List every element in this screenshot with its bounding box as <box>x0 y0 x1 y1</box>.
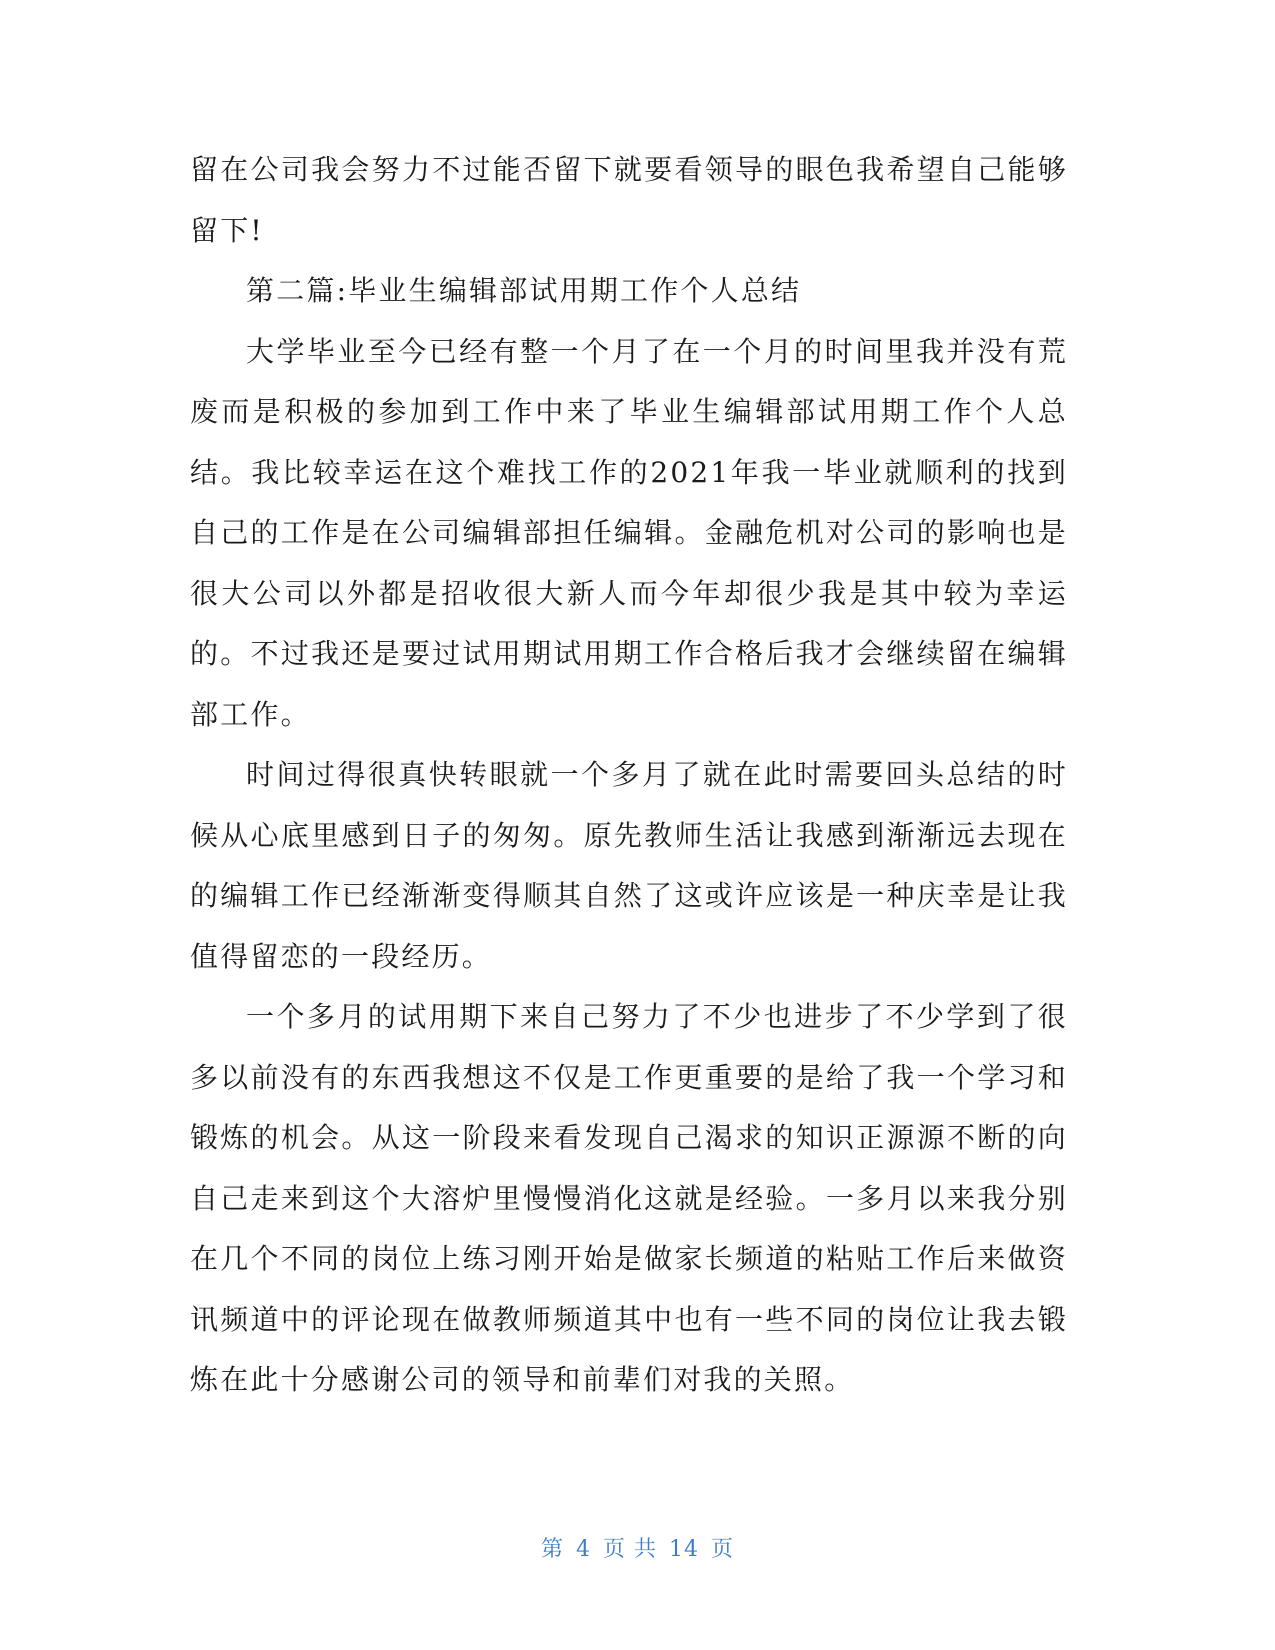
paragraph: 大学毕业至今已经有整一个月了在一个月的时间里我并没有荒废而是积极的参加到工作中来了毕业生编辑部试用期工作个人总结。我比较幸运在这个难找工作的2021年我一毕业就顺利的找到自己的工作是在公司编辑部担任编辑。金融危机对公司的影响也是很大公司以外都是招收很大新人而今年却很少我是其中较为幸运的。不过我还是要过试用期试用期工作合格后我才会继续留在编辑部工作。 <box>190 334 1068 731</box>
footer-prefix: 第 <box>540 1537 564 1562</box>
paragraph: 一个多月的试用期下来自己努力了不少也进步了不少学到了很多以前没有的东西我想这不仅是工作更重要的是给了我一个学习和锻炼的机会。从这一阶段来看发现自己渴求的知识正源源不断的向自己走来到这个大溶炉里慢慢消化这就是经验。一多月以来我分别在几个不同的岗位上练习刚开始是做家长频道的粘贴工作后来做资讯频道中的评论现在做教师频道其中也有一些不同的岗位让我去锻炼在此十分感谢公司的领导和前辈们对我的关照。 <box>190 1000 1068 1396</box>
footer-suffix: 页 <box>711 1537 735 1562</box>
paragraph: 时间过得很真快转眼就一个多月了就在此时需要回头总结的时候从心底里感到日子的匆匆。原先教师生活让我感到渐渐远去现在的编辑工作已经渐渐变得顺其自然了这或许应该是一种庆幸是让我值得留恋的一段经历。 <box>190 758 1068 973</box>
document-body <box>190 140 1068 1411</box>
paragraph: 留在公司我会努力不过能否留下就要看领导的眼色我希望自己能够留下! <box>190 153 1068 247</box>
total-pages: 14 <box>669 1537 699 1562</box>
section-heading: 第二篇:毕业生编辑部试用期工作个人总结 <box>246 274 802 307</box>
page-footer <box>0 1532 1275 1563</box>
footer-middle: 页 共 <box>603 1537 657 1562</box>
page-number: 4 <box>576 1537 591 1562</box>
